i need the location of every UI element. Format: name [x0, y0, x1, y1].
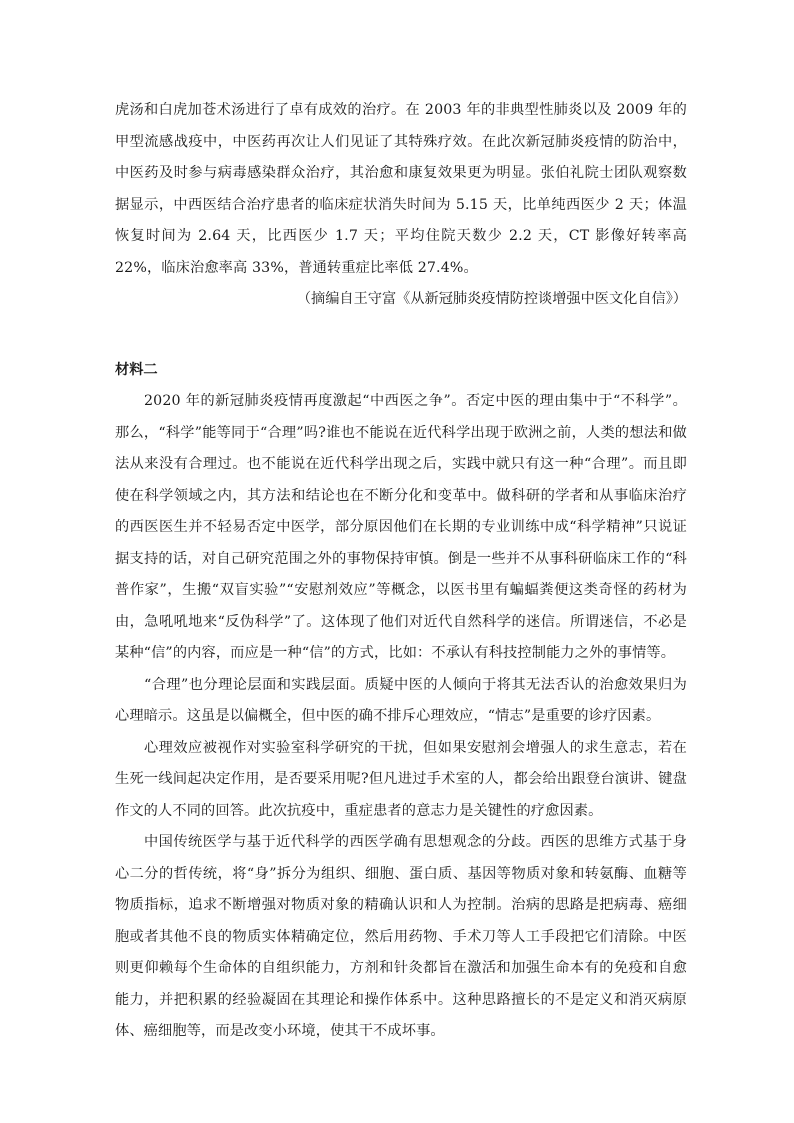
- material2-paragraph-1: 2020 年的新冠肺炎疫情再度激起“中西医之争”。否定中医的理由集中于“不科学”。那么，“科学”能等同于“合理”吗?谁也不能说在近代科学出现于欧洲之前，人类的想法和做法从来没有合理过。也不能说在近代科学出现之后，实践中就只有这一种“合理”。而且即使在科学领域之内，其方法和结论也在不断分化和变革中。做科研的学者和从事临床治疗的西医医生并不轻易否定中医学，部分原因他们在长期的专业训练中成“科学精神”只说证据支持的话，对自己研究范围之外的事物保持审慎。倒是一些并不从事科研临床工作的“科普作家”，生搬“双盲实验”“安慰剂效应”等概念，以医书里有蝙蝠粪便这类奇怪的药材为由，急吼吼地来“反伪科学”了。这体现了他们对近代自然科学的迷信。所谓迷信，不必是某种“信”的内容，而应是一种“信”的方式，比如：不承认有科技控制能力之外的事情等。: [115, 393, 687, 661]
- material2-paragraph-4: 中国传统医学与基于近代科学的西医学确有思想观念的分歧。西医的思维方式基于身心二分的哲传统，将“身”拆分为组织、细胞、蛋白质、基因等物质对象和转氨酶、血糖等物质指标，追求不断增强对物质对象的精确认识和人为控制。治病的思路是把病毒、癌细胞或者其他不良的物质实体精确定位，然后用药物、手术刀等人工手段把它们清除。中医则更仰赖每个生命体的自组织能力，方剂和针灸都旨在激活和加强生命本有的免疫和自愈能力，并把积累的经验凝固在其理论和操作体系中。这种思路擅长的不是定义和消灭病原体、癌细胞等，而是改变小环境，使其干不成坏事。: [115, 834, 687, 1039]
- section-heading-material2: 材料二: [115, 361, 158, 378]
- material2-paragraph-2: “合理”也分理论层面和实践层面。质疑中医的人倾向于将其无法否认的治愈效果归为心理暗示。这虽是以偏概全，但中医的确不排斥心理效应，“情志”是重要的诊疗因素。: [115, 676, 687, 724]
- citation-source: （摘编自王守富《从新冠肺炎疫情防控谈增强中医文化自信》）: [296, 291, 687, 307]
- document-body: [115, 95, 687, 1048]
- material1-tail-paragraph: 虎汤和白虎加苍术汤进行了卓有成效的治疗。在 2003 年的非典型性肺炎以及 2009 年的甲型流感战疫中，中医药再次让人们见证了其特殊疗效。在此次新冠肺炎疫情的防治中，中医药及时参与病毒感染群众治疗，其治愈和康复效果更为明显。张伯礼院士团队观察数据显示，中西医结合治疗患者的临床症状消失时间为 5.15 天，比单纯西医少 2 天；体温恢复时间为 2.64 天，比西医少 1.7 天；平均住院天数少 2.2 天，CT 影像好转率高 22%，临床治愈率高 33%，普通转重症比率低 27.4%。: [115, 102, 687, 276]
- material2-paragraph-3: 心理效应被视作对实验室科学研究的干扰，但如果安慰剂会增强人的求生意志，若在生死一线间起决定作用，是否要采用呢?但凡进过手术室的人，都会给出跟登台演讲、键盘作文的人不同的回答。此次抗疫中，重症患者的意志力是关键性的疗愈因素。: [115, 739, 687, 819]
